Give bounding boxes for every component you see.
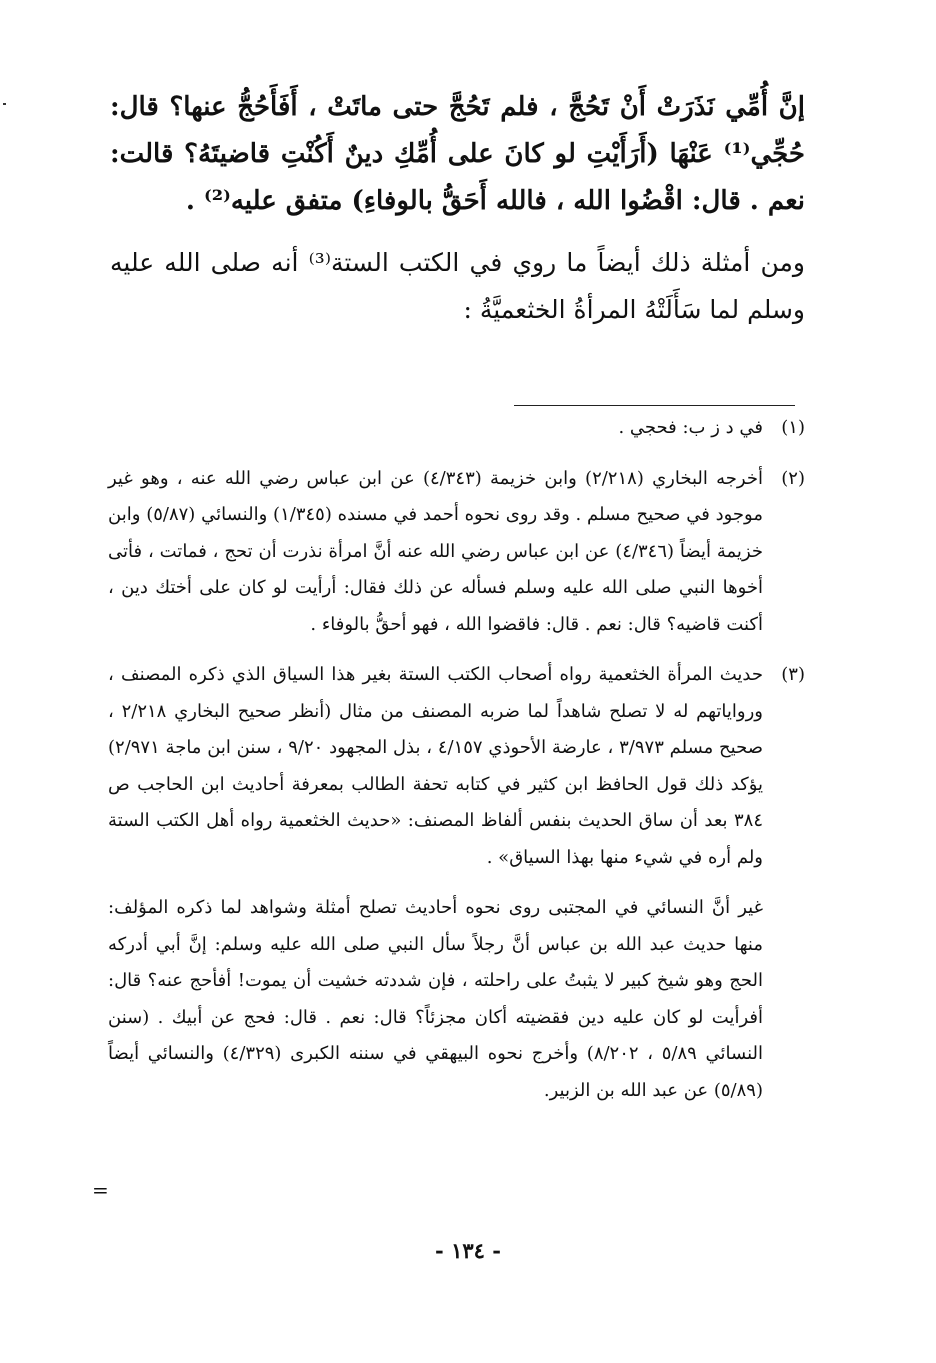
footnote-3-continuation: غير أنَّ النسائي في المجتبى روى نحوه أحاديث تصلح أمثلة وشواهد لما ذكره المؤلف: منها حديث عبد الله بن عباس أنَّ رجلاً سأل النبي صلى الله عليه وسلم: إنَّ أبي أدركه الحج وهو شيخ كبير لا يثبتُ على راحلته ، فإن شددته خشيت أن يموت! أفأحج عنه؟ قال: أفرأيت لو كان عليه دين فقضيته أكان مجزئاً؟ قال: نعم . قال: فحج عن أبيك . (سنن النسائي ٥/٨٩ ، ٨/٢٠٢) وأخرج نحوه البيهقي في سننه الكبرى (٤/٣٢٩) والنسائي أيضاً (٥/٨٩) عن عبد الله بن الزبير. [108, 897, 763, 1101]
page-number: - ١٣٤ - [435, 1238, 501, 1263]
footnote-number: (٢) [781, 467, 805, 489]
main-paragraph-2: ومن أمثلة ذلك أيضاً ما روي في الكتب الستة⁽³⁾ أنه صلى الله عليه وسلم لما سَأَلَتْهُ المرأةُ الخثعميَّةُ : [110, 248, 806, 324]
main-text [110, 84, 805, 347]
footnote-number: (٣) [781, 664, 805, 685]
scan-speck [3, 103, 6, 105]
footnote-2 [108, 461, 805, 644]
footnote-separator [514, 405, 795, 406]
footnote-3 [108, 657, 805, 1109]
footnote-text: أخرجه البخاري (٢/٢١٨) وابن خزيمة (٤/٣٤٣) عن ابن عباس رضي الله عنه ، وهو غير موجود في صحيح مسلم . وقد روى نحوه أحمد في مسنده (١/٣٤٥) والنسائي (٥/٨٧) وابن خزيمة أيضاً (٤/٣٤٦) عن ابن عباس رضي الله عنه أنَّ امرأة نذرت أن تحج ، فماتت ، فأتى أخوها النبي صلى الله عليه وسلم فسأله عن ذلك فقال: أرأيت لو كان على أختك دين ، أكنت قاضيه؟ قال: نعم . قال: فاقضوا الله ، فهو أحقُّ بالوفاء . [108, 467, 764, 635]
footnote-3-paragraph: حديث المرأة الخثعمية رواه أصحاب الكتب الستة بغير هذا السياق الذي ذكره المصنف ، ورواياتهم له لا تصلح شاهداً لما ضربه المصنف من مثال (أنظر صحيح البخاري ٢/٢١٨ ، صحيح مسلم ٣/٩٧٣ ، عارضة الأحوذي ٤/١٥٧ ، بذل المجهود ٩/٢٠ ، سنن ابن ماجة ٢/٩٧١) يؤكد ذلك قول الحافظ ابن كثير في كتابه تحفة الطالب بمعرفة أحاديث ابن الحاجب ص ٣٨٤ بعد أن ساق الحديث بنفس ألفاظ المصنف: «حديث الخثعمية رواه أهل الكتب الستة ولم أره في شيء منها بهذا السياق» . [108, 664, 763, 868]
footnote-text [108, 657, 763, 1109]
footnote-text: في د ز ب: فحجي . [618, 417, 763, 438]
main-paragraph-1: إنَّ أُمِّي نَذَرَتْ أَنْ تَحُجَّ ، فلم تَحُجَّ حتى ماتَتْ ، أَفَأَحُجُّ عنها؟ قال: حُجِّي⁽¹⁾ عَنْهَا (أَرَأَيْتِ لو كانَ على أُمِّكِ دينٌ أَكُنْتِ قاضيتَهُ؟ قالت: نعم . قال: اقْضُوا الله ، فالله أَحَقُّ بالوفاءِ) متفق عليه⁽²⁾ . [110, 92, 805, 216]
continuation-mark: = [92, 1178, 109, 1202]
footnote-1 [108, 410, 805, 447]
footnotes [108, 410, 805, 1123]
footnote-number: (١) [781, 417, 805, 438]
